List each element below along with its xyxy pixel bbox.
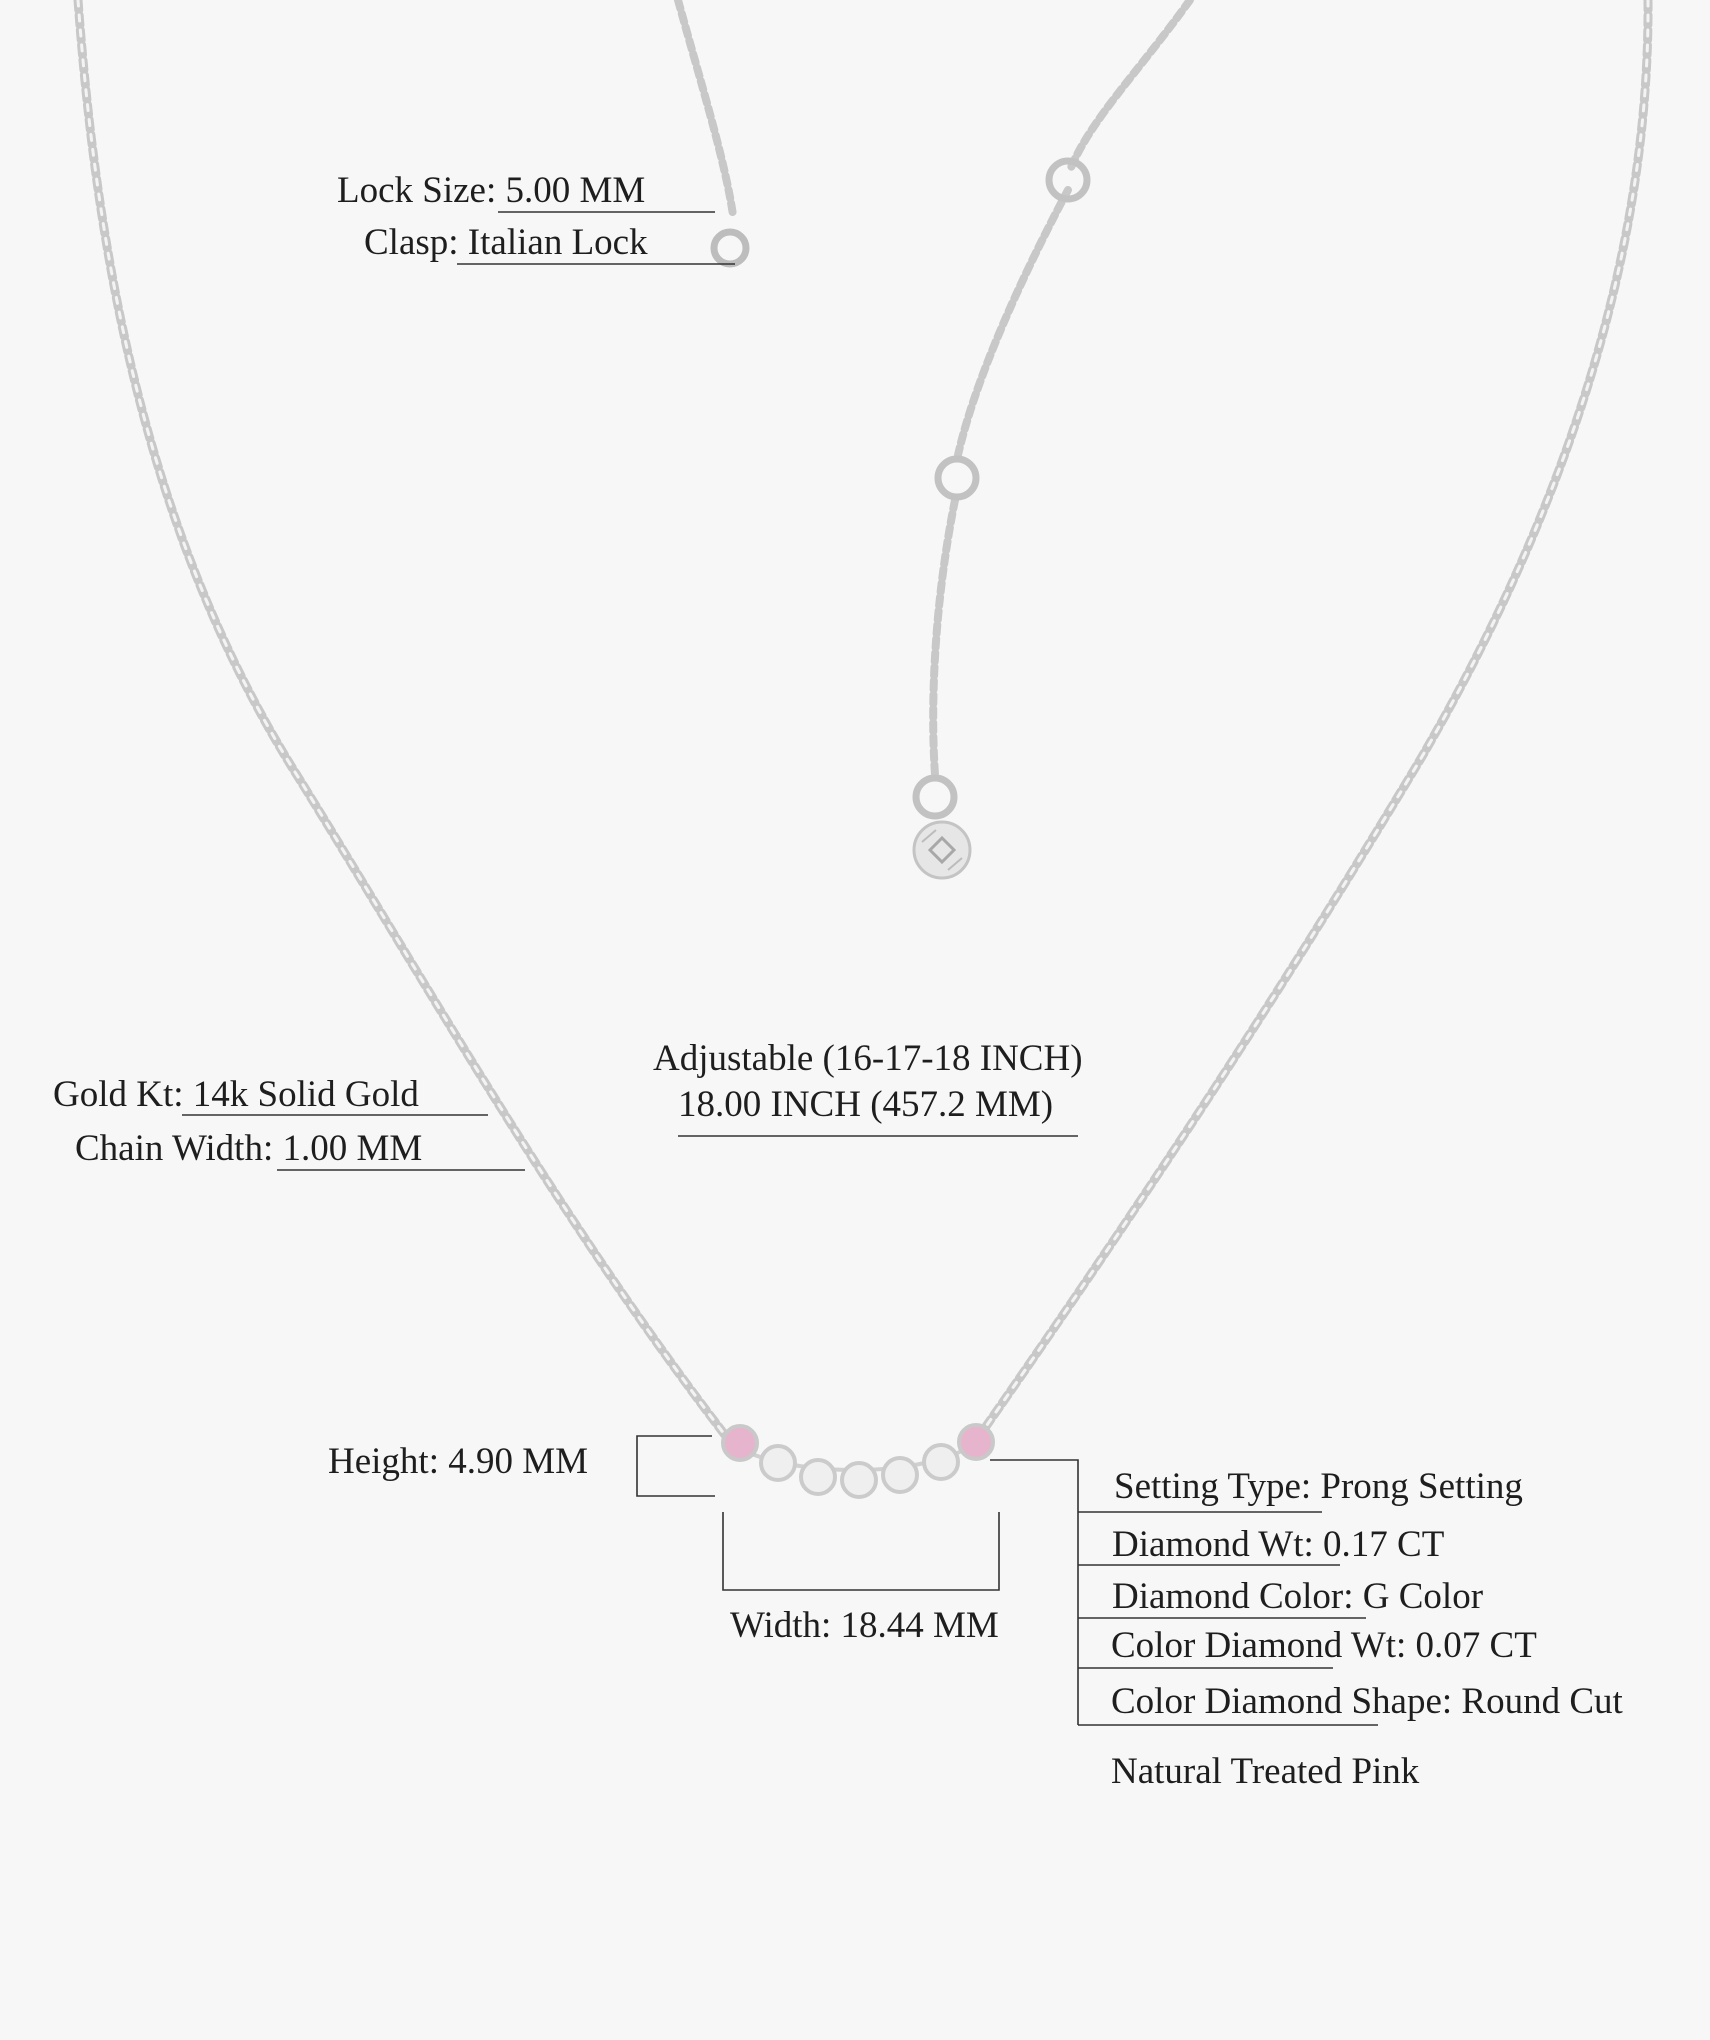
italian-lock-clasp — [714, 232, 746, 264]
pendant-bar — [723, 1425, 993, 1497]
white-stone-2 — [801, 1460, 835, 1494]
right-chain — [980, 0, 1648, 1435]
chain-length-label: 18.00 INCH (457.2 MM) — [678, 1084, 1054, 1125]
chain-width-label: Chain Width: 1.00 MM — [75, 1128, 423, 1169]
extension-ring-2 — [938, 459, 976, 497]
logo-charm — [914, 822, 970, 878]
pink-stone-right — [959, 1425, 993, 1459]
white-stone-3 — [842, 1463, 876, 1497]
color-diamond-wt-label: Color Diamond Wt: 0.07 CT — [1111, 1625, 1537, 1666]
lock-size-label: Lock Size: 5.00 MM — [337, 170, 646, 211]
color-diamond-shape-label: Color Diamond Shape: Round Cut — [1111, 1681, 1623, 1722]
diamond-wt-label: Diamond Wt: 0.17 CT — [1112, 1524, 1445, 1565]
width-label: Width: 18.44 MM — [730, 1605, 999, 1646]
clasp-chain — [678, 0, 733, 215]
color-diamond-type-label: Natural Treated Pink — [1111, 1751, 1420, 1792]
pink-stone-left — [723, 1426, 757, 1460]
extension-chain — [933, 0, 1190, 775]
left-chain — [78, 0, 725, 1435]
gold-kt-label: Gold Kt: 14k Solid Gold — [53, 1074, 419, 1115]
white-stone-4 — [883, 1458, 917, 1492]
height-label: Height: 4.90 MM — [328, 1441, 589, 1482]
white-stone-1 — [761, 1446, 795, 1480]
adjustable-length-label: Adjustable (16-17-18 INCH) — [653, 1038, 1083, 1079]
clasp-label: Clasp: Italian Lock — [364, 222, 648, 263]
extension-ring-3 — [916, 778, 954, 816]
diamond-color-label: Diamond Color: G Color — [1112, 1576, 1484, 1617]
setting-type-label: Setting Type: Prong Setting — [1114, 1466, 1523, 1507]
white-stone-5 — [924, 1445, 958, 1479]
